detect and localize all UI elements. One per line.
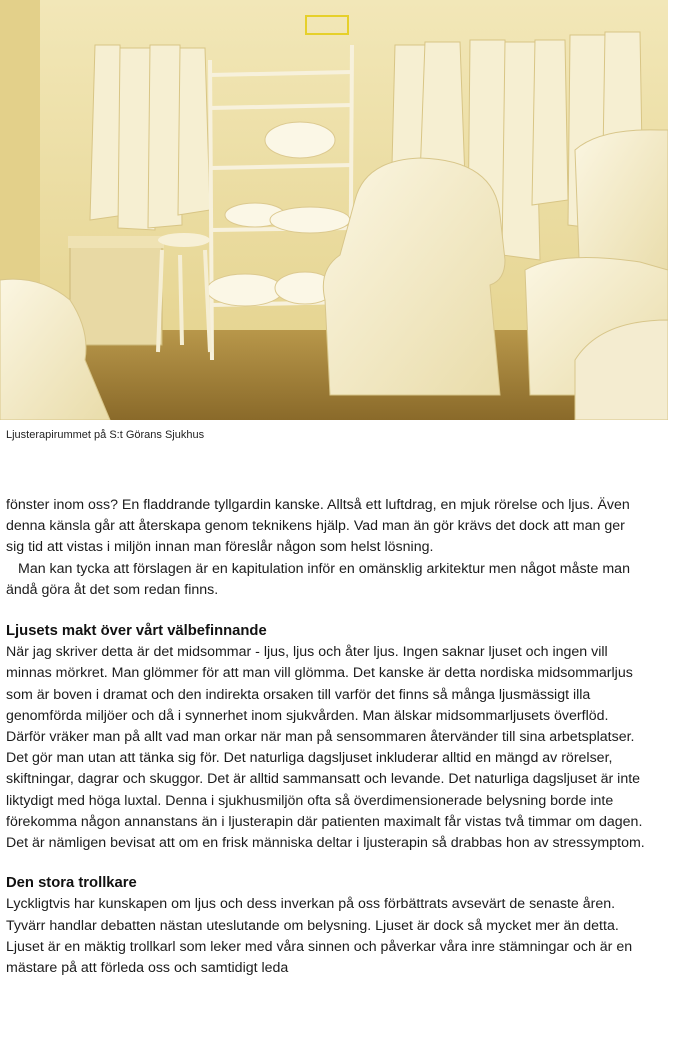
intro-paragraph: fönster inom oss? En fladdrande tyllgardin kanske. Alltså ett luftdrag, en mjuk rörelse och ljus. Även denna känsla går att återskapa genom teknikens hjälp. Vad man än gör krävs det dock att man ger sig tid att vistas i miljön innan man föreslår någon som helst lösning. [6, 497, 630, 556]
section-paragraph: När jag skriver detta är det midsommar - ljus, ljus och åter ljus. Ingen saknar ljuset och ingen vill minnas mörkret. Man glömmer för att man vill glömma. Det kanske är detta nordiska midsommarljus som är boven i dramat och den indirekta orsaken till varför det finns så många ljusmässigt illa genomförda miljöer och då i synnerhet inom sjukvården. Man älskar midsommarljusets överflöd. Därför vräker man på allt vad man orkar när man på sensommaren återvänder till sina arbetsplatser. Det gör man utan att tänka sig för. Det naturliga dagsljuset inkluderar alltid en mängd av rörelser, skiftningar, dagrar och skuggor. Det är alltid sammansatt och levande. Det naturliga dagsljuset är inte liktydigt med höga luxtal. Denna i sjukhusmiljön ofta så överdimensionerade belysning borde inte förekomma någon annanstans än i ljusterapin där patienten maximalt får vistas två timmar om dagen. Det är nämligen bevisat att om en frisk människa deltar i ljusterapin så drabbas hon av stressymptom. [6, 644, 645, 852]
section-paragraph: Lyckligtvis har kunskapen om ljus och dess inverkan på oss förbättrats avsevärt de senaste åren. Tyvärr handlar debatten nästan uteslutande om belysning. Ljuset är dock så mycket mer än detta. Ljuset är en mäktig trollkarl som leker med våra sinnen och påverkar våra inre stämningar och är en mästare på att förleda oss och samtidigt leda [6, 896, 633, 977]
section-heading: Den stora trollkare [6, 875, 137, 892]
intro-paragraph: Man kan tycka att förslagen är en kapitulation inför en omänsklig arkitektur men något måste man ändå göra åt det som redan finns. [6, 560, 630, 598]
room-photo [0, 0, 668, 420]
section-heading: Ljusets makt över vårt välbefinnande [6, 623, 267, 640]
article-body [6, 495, 646, 979]
photo-caption: Ljusterapirummet på S:t Görans Sjukhus [6, 429, 205, 441]
